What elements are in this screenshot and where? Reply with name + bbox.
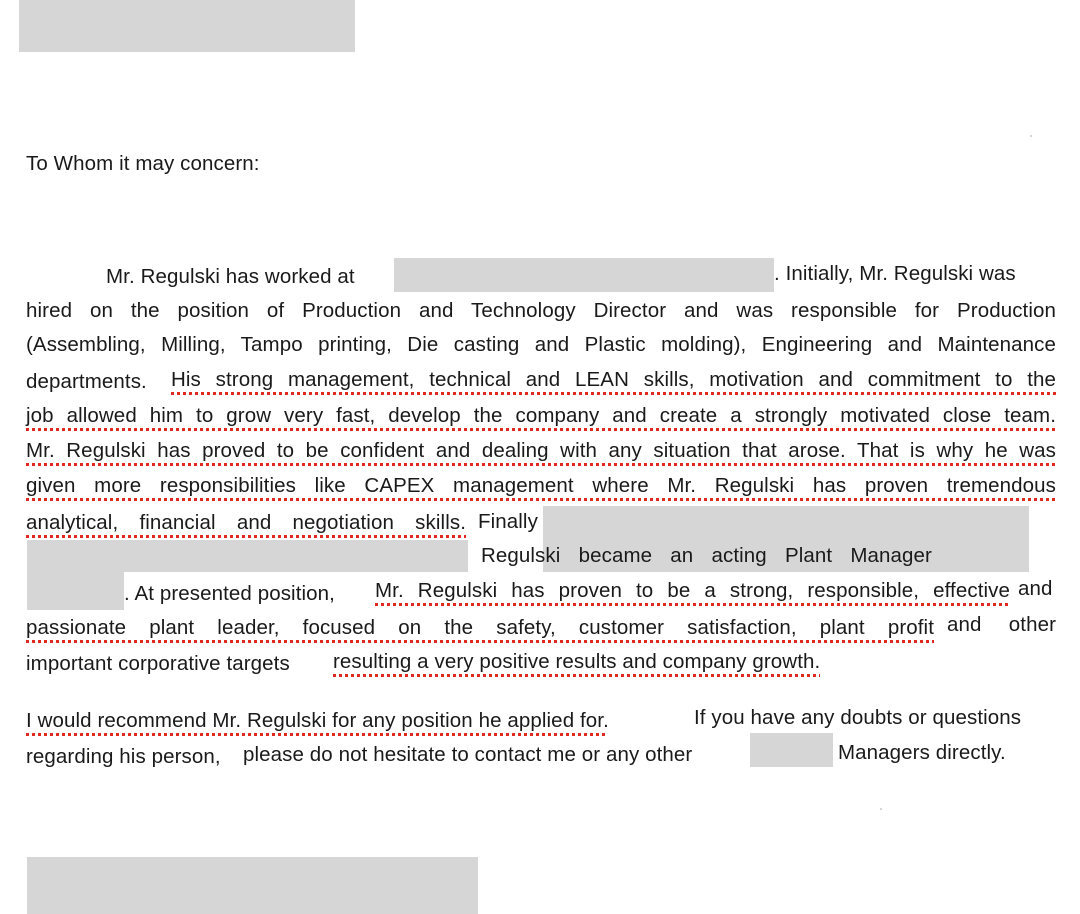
paragraph-1-line-4b-underlined: His strong management, technical and LEAN skills, motivation and commitment to the bbox=[171, 368, 1056, 391]
redacted-signature bbox=[27, 857, 478, 914]
paragraph-1-line-11b: and other bbox=[947, 613, 1056, 636]
paragraph-2-line-2b: please do not hesitate to contact me or any other bbox=[243, 743, 693, 766]
paragraph-1-line-5-underlined: job allowed him to grow very fast, develop the company and create a strongly motivated close team. bbox=[26, 404, 1056, 427]
paragraph-1-line-12b-underlined: resulting a very positive results and company growth. bbox=[333, 650, 821, 673]
paragraph-2-line-2a: regarding his person, bbox=[26, 745, 221, 768]
redacted-company-name bbox=[394, 258, 774, 292]
paragraph-1-line-7-underlined: given more responsibilities like CAPEX management where Mr. Regulski has proven tremendous bbox=[26, 474, 1056, 497]
paragraph-1-line-1b: . Initially, Mr. Regulski was bbox=[774, 262, 1016, 285]
paragraph-2-line-2c: Managers directly. bbox=[838, 741, 1006, 764]
paragraph-1-line-6-underlined: Mr. Regulski has proved to be confident and dealing with any situation that arose. That is why he was bbox=[26, 439, 1056, 462]
paragraph-1-line-2: hired on the position of Production and Technology Director and was responsible for Production bbox=[26, 299, 1056, 322]
paragraph-1-line-10a: . At presented position, bbox=[124, 582, 335, 605]
paragraph-1-line-3: (Assembling, Milling, Tampo printing, Die casting and Plastic molding), Engineering and Maintenance bbox=[26, 333, 1056, 356]
paragraph-1-line-12a: important corporative targets bbox=[26, 652, 290, 675]
paragraph-2-line-1a-underlined: I would recommend Mr. Regulski for any position he applied for. bbox=[26, 709, 609, 732]
scan-speck bbox=[1030, 135, 1032, 137]
paragraph-1-line-10c: and bbox=[1018, 577, 1053, 600]
scan-speck bbox=[880, 808, 882, 810]
paragraph-1-line-11a-underlined: passionate plant leader, focused on the safety, customer satisfaction, plant profit bbox=[26, 616, 934, 639]
paragraph-1-line-1a: Mr. Regulski has worked at bbox=[106, 265, 355, 288]
redacted-header bbox=[19, 0, 355, 52]
paragraph-1-line-8b: Finally bbox=[478, 510, 538, 533]
redacted-company-word bbox=[750, 733, 833, 767]
paragraph-1-line-8a-underlined: analytical, financial and negotiation skills. bbox=[26, 511, 466, 534]
paragraph-2-line-1b: If you have any doubts or questions bbox=[694, 706, 1022, 729]
salutation: To Whom it may concern: bbox=[26, 152, 260, 175]
paragraph-1-line-4a: departments. bbox=[26, 370, 147, 393]
paragraph-1-line-9: Regulski became an acting Plant Manager bbox=[481, 544, 932, 567]
redacted-text-block-left bbox=[27, 540, 468, 572]
redacted-location bbox=[27, 572, 124, 610]
paragraph-1-line-10b-underlined: Mr. Regulski has proven to be a strong, responsible, effective bbox=[375, 579, 1010, 602]
